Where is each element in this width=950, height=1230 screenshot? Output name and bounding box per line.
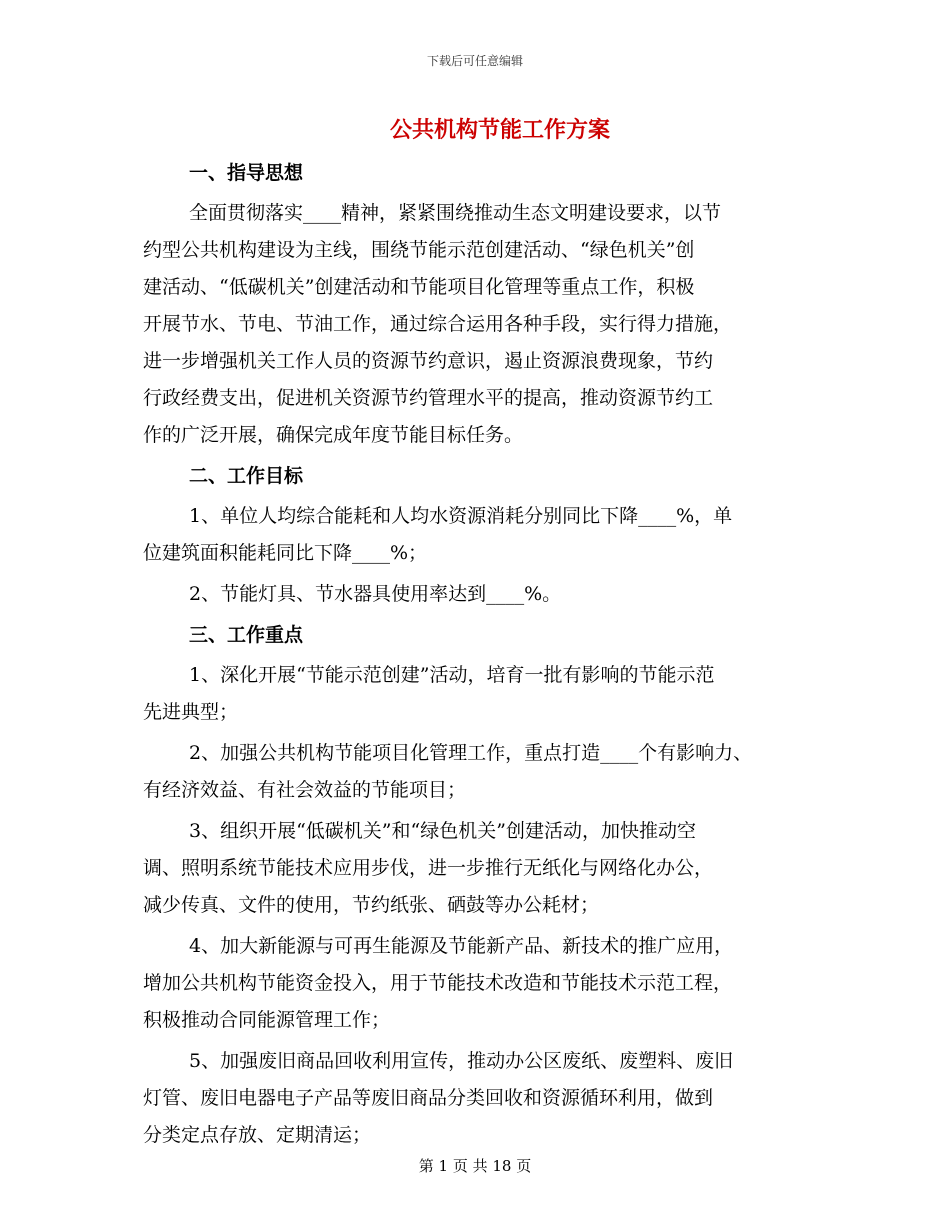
paragraph-line: 3、组织开展“低碳机关”和“绿色机关”创建活动，加快推动空	[189, 820, 696, 842]
paragraph-line: 全面贯彻落实____精神，紧紧围绕推动生态文明建设要求，以节	[189, 202, 722, 224]
paragraph-line: 1、单位人均综合能耗和人均水资源消耗分别同比下降____%，单	[189, 505, 733, 527]
paragraph-line: 约型公共机构建设为主线，围绕节能示范创建活动、“绿色机关”创	[143, 239, 695, 261]
paragraph-line: 分类定点存放、定期清运；	[143, 1124, 372, 1146]
paragraph-line: 行政经费支出，促进机关资源节约管理水平的提高，推动资源节约工	[143, 387, 714, 409]
paragraph-line: 减少传真、文件的使用，节约纸张、硒鼓等办公耗材；	[143, 894, 600, 916]
page-header-note: 下载后可任意编辑	[426, 54, 523, 68]
page-number: 第 1 页 共 18 页	[418, 1157, 532, 1175]
paragraph	[143, 813, 823, 924]
paragraph-line: 作的广泛开展，确保完成年度节能目标任务。	[143, 424, 524, 446]
paragraph-line: 有经济效益、有社会效益的节能项目；	[143, 779, 467, 801]
paragraph-line: 进一步增强机关工作人员的资源节约意识，遏止资源浪费现象，节约	[143, 350, 714, 372]
document-body	[143, 155, 823, 1154]
paragraph-line: 5、加强废旧商品回收利用宣传，推动办公区废纸、废塑料、废旧	[189, 1050, 734, 1072]
paragraph-line: 2、加强公共机构节能项目化管理工作，重点打造____个有影响力、	[189, 742, 753, 764]
paragraph-line: 积极推动合同能源管理工作；	[143, 1009, 391, 1031]
paragraph	[143, 928, 823, 1039]
paragraph-line: 灯管、废旧电器电子产品等废旧商品分类回收和资源循环利用，做到	[143, 1087, 714, 1109]
paragraph-line: 调、照明系统节能技术应用步伐，进一步推行无纸化与网络化办公，	[143, 857, 714, 879]
paragraph	[143, 1043, 823, 1154]
document-title: 公共机构节能工作方案	[389, 117, 610, 143]
section-heading-guiding-ideology: 一、指导思想	[189, 162, 304, 184]
paragraph	[143, 657, 823, 731]
section-heading-work-priorities: 三、工作重点	[189, 624, 304, 646]
paragraph-line: 4、加大新能源与可再生能源及节能新产品、新技术的推广应用，	[189, 935, 734, 957]
paragraph-line: 先进典型；	[143, 701, 239, 723]
paragraph	[143, 735, 823, 809]
paragraph-line: 开展节水、节电、节油工作，通过综合运用各种手段，实行得力措施，	[143, 313, 733, 335]
paragraph-line: 增加公共机构节能资金投入，用于节能技术改造和节能技术示范工程，	[143, 972, 733, 994]
paragraph-line: 建活动、“低碳机关”创建活动和节能项目化管理等重点工作，积极	[143, 276, 695, 298]
paragraph	[143, 195, 823, 454]
paragraph-line: 位建筑面积能耗同比下降____%；	[143, 542, 428, 564]
paragraph-line: 1、深化开展“节能示范创建”活动，培育一批有影响的节能示范	[189, 664, 715, 686]
section-heading-work-goals: 二、工作目标	[189, 465, 304, 487]
paragraph	[143, 576, 823, 613]
paragraph-line: 2、节能灯具、节水器具使用率达到____%。	[189, 583, 562, 605]
paragraph	[143, 498, 823, 572]
